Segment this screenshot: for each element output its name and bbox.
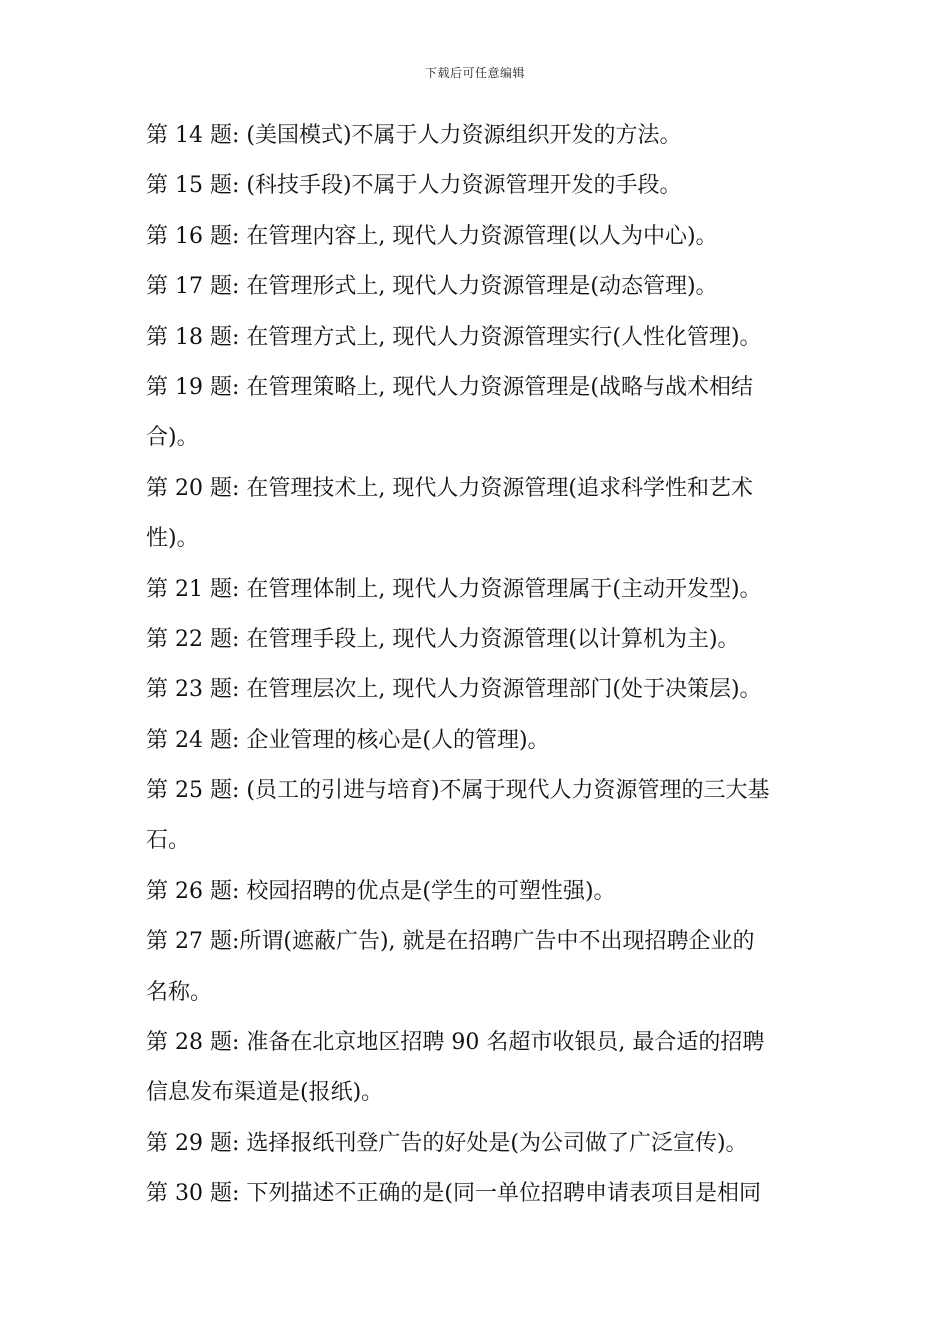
text-line: 第 17 题: 在管理形式上, 现代人力资源管理是(动态管理)。 — [146, 274, 718, 300]
document-body — [146, 111, 814, 1220]
page-header: 下载后可任意编辑 — [424, 66, 525, 80]
text-line: 第 29 题: 选择报纸刊登广告的好处是(为公司做了广泛宣传)。 — [146, 1130, 748, 1156]
text-line: 石。 — [146, 828, 191, 854]
text-line: 第 20 题: 在管理技术上, 现代人力资源管理(追求科学性和艺术 — [146, 475, 753, 501]
text-line: 性)。 — [146, 526, 199, 552]
text-line: 第 25 题: (员工的引进与培育)不属于现代人力资源管理的三大基 — [146, 778, 770, 804]
text-line: 第 26 题: 校园招聘的优点是(学生的可塑性强)。 — [146, 878, 616, 904]
text-line: 第 22 题: 在管理手段上, 现代人力资源管理(以计算机为主)。 — [146, 626, 740, 652]
text-line: 第 27 题:所谓(遮蔽广告), 就是在招聘广告中不出现招聘企业的 — [146, 929, 755, 955]
text-line: 第 18 题: 在管理方式上, 现代人力资源管理实行(人性化管理)。 — [146, 324, 762, 350]
text-line: 名称。 — [146, 979, 213, 1005]
text-line: 合)。 — [146, 425, 199, 451]
text-line: 第 14 题: (美国模式)不属于人力资源组织开发的方法。 — [146, 123, 682, 148]
text-line: 第 19 题: 在管理策略上, 现代人力资源管理是(战略与战术相结 — [146, 374, 753, 400]
text-line: 第 30 题: 下列描述不正确的是(同一单位招聘申请表项目是相同 — [146, 1181, 761, 1207]
text-line: 第 16 题: 在管理内容上, 现代人力资源管理(以人为中心)。 — [146, 223, 718, 249]
text-line: 第 24 题: 企业管理的核心是(人的管理)。 — [146, 727, 550, 753]
text-line: 第 23 题: 在管理层次上, 现代人力资源管理部门(处于决策层)。 — [146, 677, 762, 703]
text-line: 信息发布渠道是(报纸)。 — [146, 1080, 384, 1106]
text-line: 第 21 题: 在管理体制上, 现代人力资源管理属于(主动开发型)。 — [146, 576, 762, 602]
text-line: 第 15 题: (科技手段)不属于人力资源管理开发的手段。 — [146, 173, 682, 199]
text-line: 第 28 题: 准备在北京地区招聘 90 名超市收银员, 最合适的招聘 — [146, 1030, 765, 1056]
